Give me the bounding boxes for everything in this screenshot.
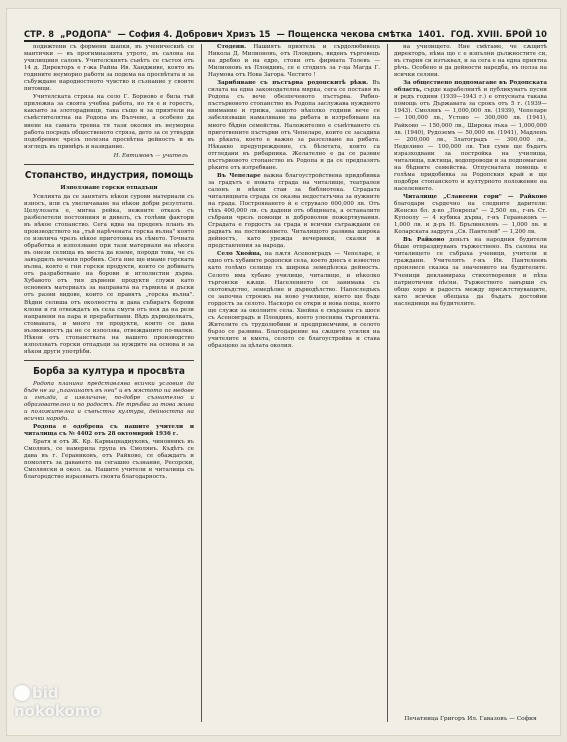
item-title: Читалище „Славееви гори" — Райково: [403, 193, 547, 200]
column-divider: [201, 44, 202, 722]
year-issue: ГОД. XVIII. БРОЙ 10: [450, 29, 547, 40]
item-title: Въ Райково: [403, 237, 445, 244]
item-title: Стодени.: [217, 44, 247, 50]
account-label: — Пощенска чекова смѣтка: [276, 29, 413, 40]
watermark-text: bid nokokomo: [14, 684, 101, 720]
column-2: [208, 44, 380, 722]
article-paragraph: Родопа планина представлява всички условия да бъде не за „планинатъ въ неи" и въ мястото на медове и гнѣзда, а извличане, по-добре съзнателно и образователно и по радостъ. Не трѣбва за това жива и положителна и съвѣстна култура, дейността на всички народи.: [24, 380, 194, 423]
item-title: Село Хвойна,: [217, 251, 262, 258]
item-body: важна благоустройствена придобивка за градътъ е новата сграда на читалище, театрален салонъ и нѣкои стаи за библиотека. Сградата читалищната сграда се оказва недостатъчна за нужните на града. Построяването ѝ е струвало 600,000 лв. Отъ тѣхъ 400,000 лв. съ дадени отъ общината, а останалите събрани чрезъ помощи и доброволни пожертвувания. Сградата е гордостъ за града и всички съграждани се радватъ на постижението. Читалищото развива широка дейностъ, като урежда вечеринки, сказки и представления за народа.: [208, 172, 380, 250]
article-paragraph: подижтени съ формени шапки, въ ученическиѣ се мантички — въ прогимназията утрото, въ салона на училищния салонъ. Учителскиятъ съвѣтъ се състоя отъ 14 д. Директоръ е г-жа Райна Ив. Хандживе, която въ годините неуморно работи за подема на просвѣтата и за събуждане народностното чувство и съзнание у своите питомци.: [24, 44, 194, 93]
article-signature: Н. Евтимовъ — учитель: [113, 152, 188, 159]
item-body: сърде карабелнитѣ и публикуватъ пусни и редъ години (1939—1943 г.) е отпусната такава помощь отъ Държавата за срокъ отъ 5 г. (1939—1943). Смолянъ — 1,000,000 лв. (1939), Чепеларе — 100,000 лв., Устово — 300,000 лв. (1941), Райково — 150,000 лв., Широка лъка — 1,000,000 лв. (1940), Рудоземъ — 50,000 лв. (1941), Мадленъ — 200,000 лв., Златоградъ — 300,000 лв., Неделино — 100,000 лв. Тия суми ще бъдатъ изразходвани за постройка на училища, читалища, пѫтища, водопроводи и за подпомагане на бѣдните семейства. Отпуснатата помощь е голѣма придобивка за Родопския край и ще подобри стопанското и културното положение на населението.: [394, 87, 547, 192]
column-divider: [387, 44, 388, 722]
item-body: деньтъ на народния будители бѣше отпразднуванъ тържествено. Въ салона на читалището се събраха ученици, учители и граждани. Учителятъ г-нъ Ив. Пантелеевъ произнесе сказка за значението на будителите. Ученици декламираха стихотворения и пѣха патриотични пѣсни. Тържеството завърши съ общо хоро и радостъ между присѫтствуващите, като всички обещаха да бъдатъ достойни наследници на будителите.: [394, 237, 547, 307]
item-title: Въ Чепеларе: [217, 172, 261, 179]
item-title: Зарибяване съ пъстърва родопскитѣ рѣки.: [217, 80, 369, 87]
columns: [24, 44, 547, 722]
column-3: [394, 44, 547, 710]
article-paragraph: Учителската стряза на село Г. Бориово е била тъй прилежна за своята учебна работа, но тя е и горестъ, какъвто за злоторадници, така също и за приятели на съвѣстителятна на Родопа въ Вълчево, а особено да виене на самата тревна тя тази околия въ неуморна работа посредъ общественото стряза, дето за се утвърди подобрение чрезъ полезна просвѣтна дейностъ и въ изгледъ въ примѣръ и назидание.: [24, 94, 194, 150]
account-number: 1401.: [418, 29, 445, 40]
section-title: Стопанство, индустрия, помощь: [24, 169, 194, 181]
section-subtitle: Използване горски отпадъци: [60, 184, 158, 191]
item-body: Въ силата на една законодателна мярка, сега се поставя въ Родопа съ вече обезпеченото пъстърва. Рибно-пъстървовото стопанство въ Родопа заслужава нуждното внимание и грижа, защото нѣколко години вече се забелязваше намаляване на рибата и изтребяване на много бѣдни семейства. Наложително е съвѣтването съ приготвените пъстърви отъ Чепеларе, които се засадиха въ рѣката, което е важно за разселване на рибата. Нѣкакво предупреждение, съ бѣлетата, които са отгледани въ рибарника. Желателно е да се развие пъстървовото стопанство въ Родопа и да се предпазятъ рѣките отъ изтребване.: [208, 80, 380, 171]
item-body: на пѫтя Асеновградъ — Чепеларе, е едно отъ хубавите родопски села, което днесъ е известно като голѣмо селище съ широка земедѣлска дейностъ. Селото има хубаво училище, читалище, и нѣколко търговски кѫщи. Населението се занимава съ скотовъдство, земедѣлие и дърводѣлство. Напоследъкъ се започна строежъ на ново училище, което ще бъде гордостъ за селото. Наскоро се откри и нова поща, която ще служи за околните села. Хвойна е свързана съ шосе съ Асеновградъ и Пловдивъ, което улеснява търговията. Жителите съ трудолюбиви и предприемчиви, и селото бързо се развива. Благодарение на сѫщите усилия на учителите и кмета, селото се благоустройва и става образцово за цѣлата околия.: [208, 251, 380, 349]
item-body: на училището. Ние смѣтаме, че сѫщитѣ директоръ, нѣма що с е изпълни дължностите си, въ стария си изтъквал, и за сега е на една приятна рѣчь. Особено и да дейности наредба, въ полза на всички селяни.: [394, 44, 547, 79]
column-1: [24, 44, 194, 722]
section-title: Борба за култура и просвѣта: [33, 365, 185, 377]
divider: [24, 164, 194, 165]
printer-imprint: Печатница Григоръ Ил. Гавазовъ — София: [404, 716, 537, 722]
article-paragraph: Родопа е одобрена съ нашите учители и читалища съ № 4402 отъ 28 октомврий 1936 г.: [24, 424, 194, 438]
newspaper-page: [6, 8, 561, 736]
newspaper-name: „РОДОПА": [60, 29, 112, 40]
page-header: [24, 22, 547, 42]
place-date: — София 4. Добрович Хризъ 15: [117, 29, 271, 40]
item-body: благодари сърдечно на следните дарители: Женско бл. д-во „Покрепа" — 2,500 лв., г-нъ Ст. Купоолу — 4 кубика дърва, г-нъ Гераньковъ — 1,000 лв. и д-ръ Н. Брълинелевъ — 1,000 лв. и Коларската задруга „Св. Пантелей" — 1,200 лв.: [394, 201, 547, 236]
article-paragraph: Братя и отъ Ж. Кр. Кармацнадиуковъ, чиновникъ въ Смолянъ, се намерила група въ Смолянъ. Къдѣтъ се дава въ г. Гераниковъ, отъ Райково, се обаждатъ и помолятъ за даването на сегашно съзнание, Ресорски, Смолянски и окол. за. Нашите учители и читалища съ благородство изразяватъ своята благодарность.: [24, 439, 194, 481]
page-number: СТР. 8: [24, 29, 55, 40]
item-title: За обществено подпомагане въ Родопската область,: [394, 80, 547, 94]
item-body: Нашиятъ приятель и сърдолюбивецъ Никола Д. Милионовъ, отъ Пловдивъ, виденъ търговецъ на дребно и на едро, стоки отъ фирмата Толевъ — Милионовъ въ Пловдивъ, се е сгодилъ за г-ца Магда Г. Наумова отъ Нова Загора. Честито !: [208, 44, 380, 79]
divider: [24, 360, 194, 361]
article-paragraph: Усилията да се занятатъ нѣкои сурови материали съ износъ, или съ увеличаване на нѣкои добри резултати. Целулозата е, мигна рейка, нежните отказъ съ разбелетели постоянния и дивелъ, съ голѣми фактори въ нѣкое стопанство. Сега идва на преденъ планъ въ производството на „тъй нарѣчената горска вълна" която се извлича чрезъ нѣкое приготовка въ сѣмето. Точната обработка и използване при тази материали на нѣкога въ онези селища въ места да вземе, породи това, че съ завърдилъ вечния пробивъ. Сега ние ще имаме горската вълна, която е гни горски продукти, които се добиватъ отъ разработване на борови и иглолистни дърва. Хубавото отъ тия дървени продукти служи като основенъ материалъ за направата на гърмила и дъски отъ разни видове, които се правятъ „горска вълна". Вѣдни селиша отъ околността и дава събиратъ борови клони и ги отвеждатъ въ села смуги отъ нея да на рези направени на пара и прерабатвани. Вѣдъ дърводелкатъ, стоманата, и много ти продукти, които се дава възможностъ да не се използва, отвежданите по-малки. Нѣкои отъ стопанствата на нашето производство използватъ горски отпадъци за нуждите на основа и за нѣкои други употрѣби.: [24, 193, 194, 355]
